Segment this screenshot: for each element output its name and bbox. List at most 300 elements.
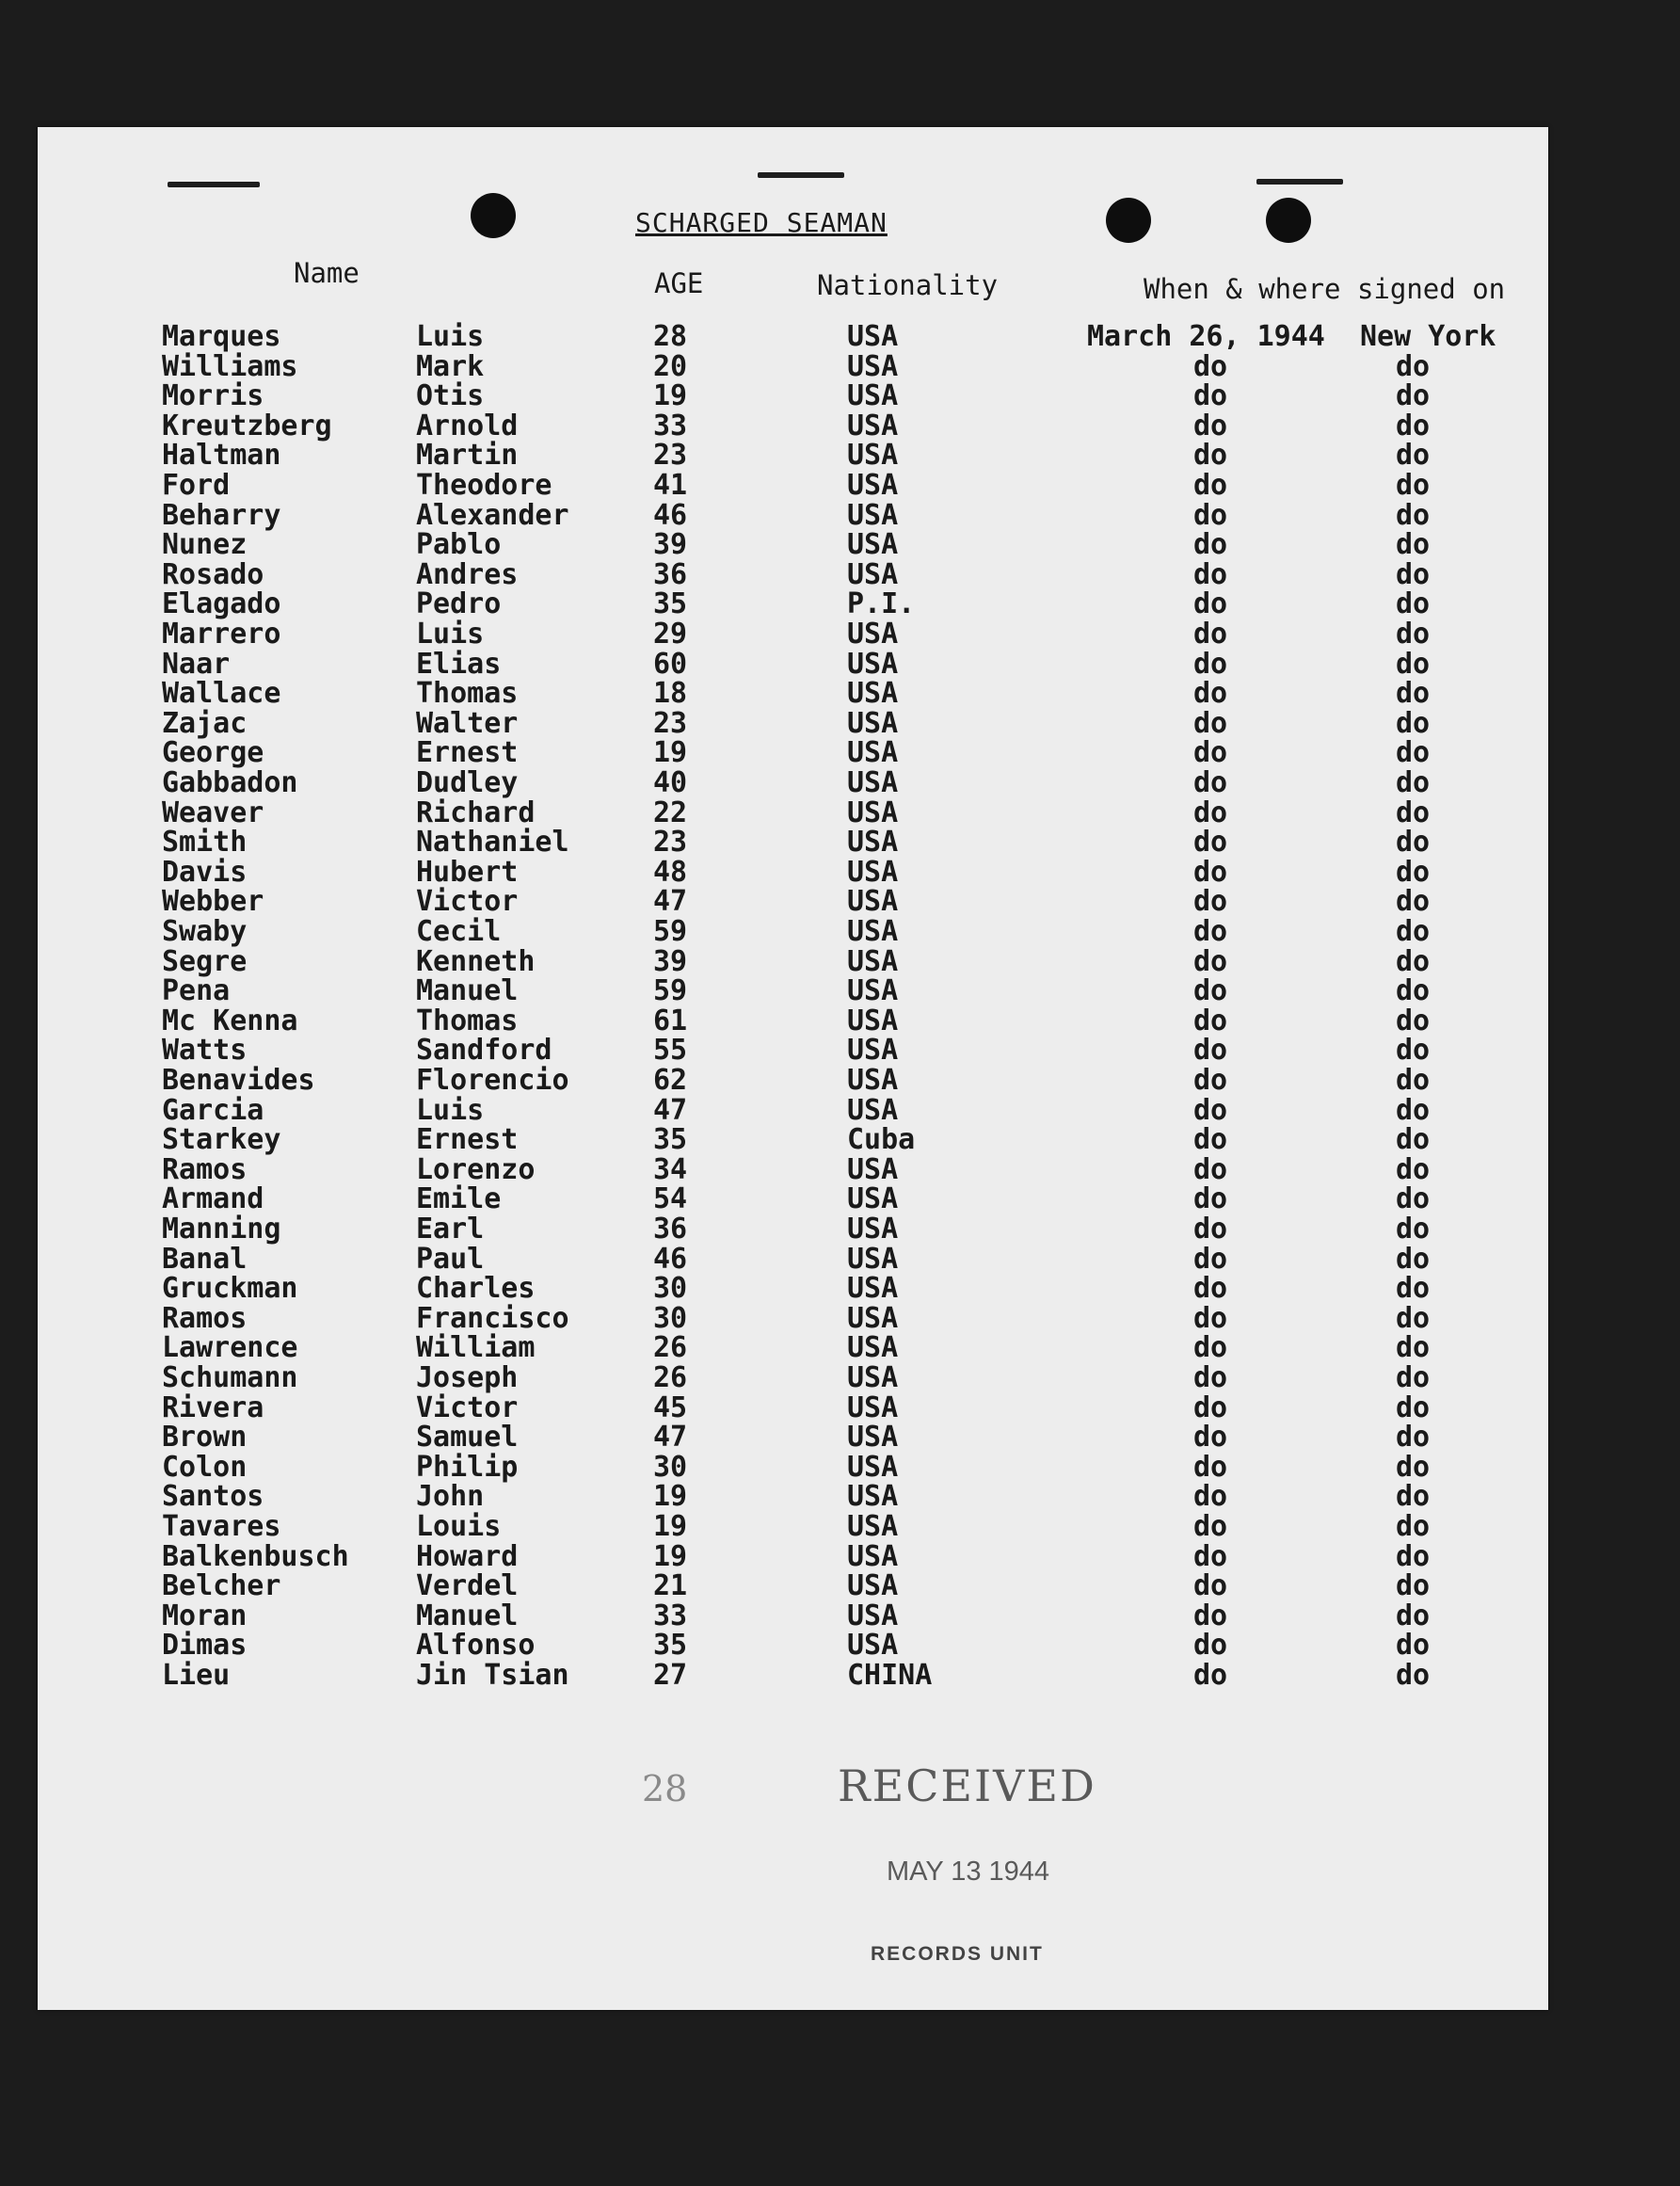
- seaman-nationality: USA: [847, 498, 899, 532]
- seaman-nationality: P.I.: [847, 587, 916, 621]
- seaman-first-name: Jin Tsian: [416, 1659, 569, 1692]
- signed-on-date: do: [1193, 1152, 1228, 1186]
- seaman-age: 47: [653, 885, 688, 919]
- seaman-age: 23: [653, 706, 688, 740]
- seaman-last-name: Watts: [162, 1034, 248, 1068]
- seaman-age: 47: [653, 1093, 688, 1127]
- seaman-row: [0, 618, 1680, 651]
- signed-on-date: do: [1193, 439, 1228, 473]
- signed-on-date: do: [1193, 855, 1228, 889]
- seaman-last-name: Mc Kenna: [162, 1004, 298, 1037]
- seaman-row: [0, 855, 1680, 889]
- seaman-last-name: Ford: [162, 469, 231, 502]
- signed-on-place: do: [1396, 1213, 1431, 1246]
- seaman-nationality: USA: [847, 1539, 899, 1573]
- seaman-age: 59: [653, 974, 688, 1008]
- seaman-last-name: Nunez: [162, 528, 248, 562]
- header-age: AGE: [654, 267, 704, 299]
- seaman-row: [0, 1480, 1680, 1514]
- signed-on-date: do: [1193, 1064, 1228, 1097]
- signed-on-date: do: [1193, 1331, 1228, 1365]
- seaman-last-name: Garcia: [162, 1093, 264, 1127]
- seaman-row: [0, 1569, 1680, 1603]
- signed-on-place: do: [1396, 379, 1431, 413]
- seaman-first-name: Thomas: [416, 677, 519, 711]
- seaman-row: [0, 1539, 1680, 1573]
- seaman-age: 39: [653, 528, 688, 562]
- seaman-nationality: USA: [847, 1361, 899, 1394]
- seaman-last-name: Balkenbusch: [162, 1539, 349, 1573]
- seaman-nationality: Cuba: [847, 1123, 916, 1157]
- signed-on-date: do: [1193, 974, 1228, 1008]
- signed-on-date: do: [1193, 379, 1228, 413]
- seaman-age: 60: [653, 647, 688, 681]
- signed-on-date: do: [1193, 528, 1228, 562]
- seaman-age: 45: [653, 1390, 688, 1424]
- signed-on-place: do: [1396, 915, 1431, 948]
- seaman-row: [0, 439, 1680, 473]
- signed-on-place: do: [1396, 974, 1431, 1008]
- seaman-first-name: Alfonso: [416, 1629, 536, 1663]
- seaman-nationality: USA: [847, 855, 899, 889]
- signed-on-place: do: [1396, 349, 1431, 383]
- seaman-nationality: USA: [847, 944, 899, 978]
- signed-on-place: do: [1396, 1123, 1431, 1157]
- signed-on-date: do: [1193, 1272, 1228, 1306]
- seaman-age: 34: [653, 1152, 688, 1186]
- seaman-first-name: Elias: [416, 647, 502, 681]
- signed-on-place: do: [1396, 1599, 1431, 1632]
- seaman-row: [0, 1093, 1680, 1127]
- seaman-row: [0, 1213, 1680, 1246]
- seaman-row: [0, 410, 1680, 440]
- seaman-last-name: Ramos: [162, 1152, 248, 1186]
- seaman-last-name: Zajac: [162, 706, 248, 740]
- seaman-row: [0, 1272, 1680, 1306]
- typed-dash: [1256, 179, 1343, 185]
- seaman-nationality: USA: [847, 677, 899, 711]
- seaman-row: [0, 1152, 1680, 1186]
- signed-on-place: do: [1396, 706, 1431, 740]
- seaman-first-name: Manuel: [416, 1599, 519, 1632]
- seaman-row: [0, 1629, 1680, 1663]
- seaman-age: 54: [653, 1182, 688, 1216]
- seaman-nationality: USA: [847, 796, 899, 829]
- seaman-first-name: Louis: [416, 1510, 502, 1543]
- seaman-first-name: Samuel: [416, 1421, 519, 1455]
- signed-on-date: do: [1193, 409, 1228, 442]
- signed-on-place: do: [1396, 1450, 1431, 1484]
- seaman-nationality: USA: [847, 647, 899, 681]
- signed-on-place: do: [1396, 1093, 1431, 1127]
- seaman-last-name: Williams: [162, 349, 298, 383]
- punch-hole: [471, 193, 516, 238]
- seaman-age: 39: [653, 944, 688, 978]
- seaman-last-name: Pena: [162, 974, 231, 1008]
- seaman-first-name: Richard: [416, 796, 536, 829]
- seaman-age: 33: [653, 1599, 688, 1632]
- seaman-last-name: Smith: [162, 826, 248, 860]
- signed-on-date: do: [1193, 349, 1228, 383]
- seaman-first-name: Philip: [416, 1450, 519, 1484]
- seaman-nationality: USA: [847, 1301, 899, 1335]
- signed-on-date: do: [1193, 944, 1228, 978]
- signed-on-place: do: [1396, 736, 1431, 770]
- seaman-age: 48: [653, 855, 688, 889]
- seaman-age: 19: [653, 1510, 688, 1543]
- seaman-age: 46: [653, 1242, 688, 1276]
- seaman-first-name: Florencio: [416, 1064, 569, 1097]
- punch-hole: [1106, 198, 1151, 243]
- signed-on-place: do: [1396, 528, 1431, 562]
- seaman-last-name: Armand: [162, 1182, 264, 1216]
- seaman-age: 46: [653, 498, 688, 532]
- seaman-first-name: Luis: [416, 320, 485, 353]
- seaman-nationality: USA: [847, 1213, 899, 1246]
- seaman-age: 29: [653, 618, 688, 651]
- seaman-last-name: Tavares: [162, 1510, 281, 1543]
- signed-on-date: do: [1193, 1213, 1228, 1246]
- seaman-nationality: USA: [847, 915, 899, 948]
- seaman-age: 36: [653, 1213, 688, 1246]
- seaman-row: [0, 796, 1680, 827]
- seaman-nationality: USA: [847, 409, 899, 442]
- seaman-last-name: Wallace: [162, 677, 281, 711]
- punch-hole: [1266, 198, 1311, 243]
- signed-on-date: do: [1193, 469, 1228, 502]
- seaman-nationality: USA: [847, 1331, 899, 1365]
- seaman-first-name: Arnold: [416, 409, 519, 442]
- signed-on-date: do: [1193, 498, 1228, 532]
- header-signed-on: When & where signed on: [1144, 273, 1506, 305]
- seaman-nationality: USA: [847, 736, 899, 770]
- seaman-nationality: USA: [847, 349, 899, 383]
- seaman-row: [0, 587, 1680, 621]
- seaman-age: 55: [653, 1034, 688, 1068]
- received-date-stamp: MAY 13 1944: [887, 1856, 1050, 1887]
- seaman-nationality: USA: [847, 1034, 899, 1068]
- seaman-row: [0, 557, 1680, 591]
- seaman-first-name: Lorenzo: [416, 1152, 536, 1186]
- seaman-last-name: Swaby: [162, 915, 248, 948]
- seaman-first-name: Charles: [416, 1272, 536, 1306]
- seaman-last-name: Gabbadon: [162, 766, 298, 799]
- signed-on-place: do: [1396, 1480, 1431, 1514]
- header-nationality: Nationality: [817, 269, 999, 301]
- seaman-first-name: Luis: [416, 1093, 485, 1127]
- seaman-nationality: CHINA: [847, 1659, 933, 1692]
- signed-on-date: do: [1193, 1480, 1228, 1514]
- seaman-nationality: USA: [847, 1272, 899, 1306]
- seaman-age: 26: [653, 1331, 688, 1365]
- signed-on-date: do: [1193, 1390, 1228, 1424]
- seaman-age: 23: [653, 826, 688, 860]
- signed-on-place: do: [1396, 885, 1431, 919]
- seaman-nationality: USA: [847, 528, 899, 562]
- seaman-last-name: Moran: [162, 1599, 248, 1632]
- seaman-last-name: Morris: [162, 379, 264, 413]
- seaman-last-name: Colon: [162, 1450, 248, 1484]
- seaman-nationality: USA: [847, 1390, 899, 1424]
- seaman-row: [0, 1301, 1680, 1335]
- seaman-row: [0, 1599, 1680, 1630]
- signed-on-date: do: [1193, 885, 1228, 919]
- seaman-first-name: Manuel: [416, 974, 519, 1008]
- seaman-row: [0, 469, 1680, 502]
- seaman-first-name: Ernest: [416, 736, 519, 770]
- seaman-nationality: USA: [847, 469, 899, 502]
- seaman-first-name: Verdel: [416, 1569, 519, 1603]
- seaman-row: [0, 379, 1680, 413]
- seaman-nationality: USA: [847, 1421, 899, 1455]
- signed-on-date: do: [1193, 1182, 1228, 1216]
- seaman-nationality: USA: [847, 706, 899, 740]
- signed-on-place: do: [1396, 1331, 1431, 1365]
- signed-on-date: do: [1193, 1629, 1228, 1663]
- signed-on-place: do: [1396, 677, 1431, 711]
- seaman-row: [0, 1242, 1680, 1276]
- seaman-age: 40: [653, 766, 688, 799]
- seaman-row: [0, 1123, 1680, 1157]
- signed-on-place: do: [1396, 826, 1431, 860]
- seaman-nationality: USA: [847, 1569, 899, 1603]
- seaman-last-name: Rosado: [162, 557, 264, 591]
- signed-on-place: do: [1396, 1659, 1431, 1692]
- seaman-first-name: Sandford: [416, 1034, 552, 1068]
- seaman-first-name: Alexander: [416, 498, 569, 532]
- seaman-first-name: Hubert: [416, 855, 519, 889]
- signed-on-date: do: [1193, 677, 1228, 711]
- seaman-first-name: Ernest: [416, 1123, 519, 1157]
- seaman-nationality: USA: [847, 1599, 899, 1632]
- seaman-nationality: USA: [847, 1629, 899, 1663]
- signed-on-date: do: [1193, 736, 1228, 770]
- seaman-age: 35: [653, 1629, 688, 1663]
- seaman-first-name: John: [416, 1480, 485, 1514]
- signed-on-place: do: [1396, 1242, 1431, 1276]
- seaman-row: [0, 706, 1680, 740]
- seaman-row: [0, 736, 1680, 770]
- signed-on-place: do: [1396, 1272, 1431, 1306]
- seaman-row: [0, 1450, 1680, 1484]
- seaman-age: 59: [653, 915, 688, 948]
- seaman-row: [0, 1331, 1680, 1365]
- seaman-row: [0, 766, 1680, 799]
- seaman-first-name: Thomas: [416, 1004, 519, 1037]
- seaman-age: 35: [653, 1123, 688, 1157]
- seaman-nationality: USA: [847, 1182, 899, 1216]
- seaman-last-name: Webber: [162, 885, 264, 919]
- seaman-last-name: Lieu: [162, 1659, 231, 1692]
- seaman-last-name: Banal: [162, 1242, 248, 1276]
- signed-on-place: do: [1396, 498, 1431, 532]
- seaman-first-name: Emile: [416, 1182, 502, 1216]
- signed-on-date: March 26, 1944: [1087, 320, 1325, 353]
- seaman-nationality: USA: [847, 885, 899, 919]
- signed-on-place: do: [1396, 944, 1431, 978]
- seaman-first-name: Joseph: [416, 1361, 519, 1394]
- seaman-last-name: Brown: [162, 1421, 248, 1455]
- seaman-age: 19: [653, 379, 688, 413]
- signed-on-date: do: [1193, 706, 1228, 740]
- seaman-row: [0, 320, 1680, 353]
- seaman-nationality: USA: [847, 320, 899, 353]
- seaman-nationality: USA: [847, 1450, 899, 1484]
- seaman-first-name: Dudley: [416, 766, 519, 799]
- signed-on-place: do: [1396, 409, 1431, 442]
- seaman-row: [0, 915, 1680, 948]
- seaman-last-name: Elagado: [162, 587, 281, 621]
- signed-on-place: do: [1396, 469, 1431, 502]
- signed-on-place: do: [1396, 1421, 1431, 1455]
- signed-on-place: do: [1396, 1301, 1431, 1335]
- seaman-nationality: USA: [847, 826, 899, 860]
- seaman-last-name: Beharry: [162, 498, 281, 532]
- seaman-last-name: Rivera: [162, 1390, 264, 1424]
- seaman-last-name: Dimas: [162, 1629, 248, 1663]
- signed-on-place: do: [1396, 1539, 1431, 1573]
- seaman-first-name: Nathaniel: [416, 826, 569, 860]
- signed-on-place: do: [1396, 1064, 1431, 1097]
- seaman-last-name: Haltman: [162, 439, 281, 473]
- signed-on-date: do: [1193, 826, 1228, 860]
- seaman-first-name: Andres: [416, 557, 519, 591]
- seaman-age: 47: [653, 1421, 688, 1455]
- signed-on-date: do: [1193, 618, 1228, 651]
- seaman-first-name: Pablo: [416, 528, 502, 562]
- seaman-row: [0, 498, 1680, 532]
- seaman-first-name: William: [416, 1331, 536, 1365]
- signed-on-date: do: [1193, 1599, 1228, 1632]
- signed-on-place: do: [1396, 796, 1431, 829]
- typed-dash: [758, 172, 844, 178]
- seaman-first-name: Theodore: [416, 469, 552, 502]
- signed-on-date: do: [1193, 1659, 1228, 1692]
- seaman-age: 19: [653, 1539, 688, 1573]
- seaman-nationality: USA: [847, 1152, 899, 1186]
- signed-on-place: New York: [1360, 320, 1496, 353]
- seaman-last-name: Marques: [162, 320, 281, 353]
- seaman-row: [0, 944, 1680, 978]
- seaman-age: 61: [653, 1004, 688, 1037]
- seaman-last-name: Manning: [162, 1213, 281, 1246]
- seaman-nationality: USA: [847, 1004, 899, 1037]
- signed-on-date: do: [1193, 647, 1228, 681]
- signed-on-date: do: [1193, 796, 1228, 829]
- seaman-row: [0, 1182, 1680, 1216]
- seaman-row: [0, 1391, 1680, 1422]
- signed-on-date: do: [1193, 1421, 1228, 1455]
- seaman-row: [0, 1064, 1680, 1097]
- signed-on-date: do: [1193, 1539, 1228, 1573]
- signed-on-date: do: [1193, 1123, 1228, 1157]
- seaman-last-name: Marrero: [162, 618, 281, 651]
- signed-on-date: do: [1193, 587, 1228, 621]
- seaman-last-name: Lawrence: [162, 1331, 298, 1365]
- signed-on-date: do: [1193, 915, 1228, 948]
- seaman-nationality: USA: [847, 618, 899, 651]
- signed-on-date: do: [1193, 1361, 1228, 1394]
- seaman-age: 19: [653, 736, 688, 770]
- seaman-last-name: Starkey: [162, 1123, 281, 1157]
- seaman-age: 22: [653, 796, 688, 829]
- signed-on-date: do: [1193, 1093, 1228, 1127]
- seaman-first-name: Martin: [416, 439, 519, 473]
- seaman-last-name: Gruckman: [162, 1272, 298, 1306]
- signed-on-place: do: [1396, 1182, 1431, 1216]
- seaman-last-name: George: [162, 736, 264, 770]
- seaman-row: [0, 1659, 1680, 1692]
- seaman-last-name: Belcher: [162, 1569, 281, 1603]
- signed-on-date: do: [1193, 1510, 1228, 1543]
- seaman-last-name: Naar: [162, 647, 231, 681]
- seaman-first-name: Mark: [416, 349, 485, 383]
- signed-on-place: do: [1396, 1390, 1431, 1424]
- seaman-age: 18: [653, 677, 688, 711]
- seaman-age: 27: [653, 1659, 688, 1692]
- signed-on-place: do: [1396, 1569, 1431, 1603]
- seaman-nationality: USA: [847, 974, 899, 1008]
- seaman-age: 30: [653, 1301, 688, 1335]
- seaman-first-name: Luis: [416, 618, 485, 651]
- signed-on-date: do: [1193, 1242, 1228, 1276]
- seaman-nationality: USA: [847, 1064, 899, 1097]
- signed-on-place: do: [1396, 587, 1431, 621]
- seaman-first-name: Walter: [416, 706, 519, 740]
- signed-on-place: do: [1396, 647, 1431, 681]
- seaman-row: [0, 1034, 1680, 1068]
- signed-on-date: do: [1193, 1569, 1228, 1603]
- seaman-last-name: Benavides: [162, 1064, 315, 1097]
- seaman-age: 30: [653, 1272, 688, 1306]
- seaman-age: 21: [653, 1569, 688, 1603]
- signed-on-place: do: [1396, 766, 1431, 799]
- seaman-row: [0, 349, 1680, 383]
- seaman-age: 26: [653, 1361, 688, 1394]
- seaman-row: [0, 677, 1680, 711]
- seaman-age: 41: [653, 469, 688, 502]
- seaman-first-name: Otis: [416, 379, 485, 413]
- seaman-nationality: USA: [847, 766, 899, 799]
- seaman-age: 30: [653, 1450, 688, 1484]
- signed-on-place: do: [1396, 618, 1431, 651]
- seaman-last-name: Schumann: [162, 1361, 298, 1394]
- signed-on-place: do: [1396, 1152, 1431, 1186]
- header-name: Name: [294, 257, 360, 289]
- seaman-first-name: Howard: [416, 1539, 519, 1573]
- signed-on-place: do: [1396, 1629, 1431, 1663]
- seaman-row: [0, 1005, 1680, 1035]
- signed-on-date: do: [1193, 1004, 1228, 1037]
- seaman-first-name: Earl: [416, 1213, 485, 1246]
- seaman-age: 23: [653, 439, 688, 473]
- seaman-age: 19: [653, 1480, 688, 1514]
- records-unit-stamp: RECORDS UNIT: [871, 1943, 1044, 1965]
- seaman-nationality: USA: [847, 557, 899, 591]
- seaman-first-name: Victor: [416, 885, 519, 919]
- seaman-age: 62: [653, 1064, 688, 1097]
- signed-on-place: do: [1396, 1361, 1431, 1394]
- seaman-nationality: USA: [847, 379, 899, 413]
- seaman-first-name: Francisco: [416, 1301, 569, 1335]
- seaman-nationality: USA: [847, 1510, 899, 1543]
- seaman-nationality: USA: [847, 439, 899, 473]
- signed-on-date: do: [1193, 1301, 1228, 1335]
- received-stamp: RECEIVED: [838, 1760, 1096, 1811]
- seaman-last-name: Santos: [162, 1480, 264, 1514]
- seaman-age: 36: [653, 557, 688, 591]
- seaman-first-name: Kenneth: [416, 944, 536, 978]
